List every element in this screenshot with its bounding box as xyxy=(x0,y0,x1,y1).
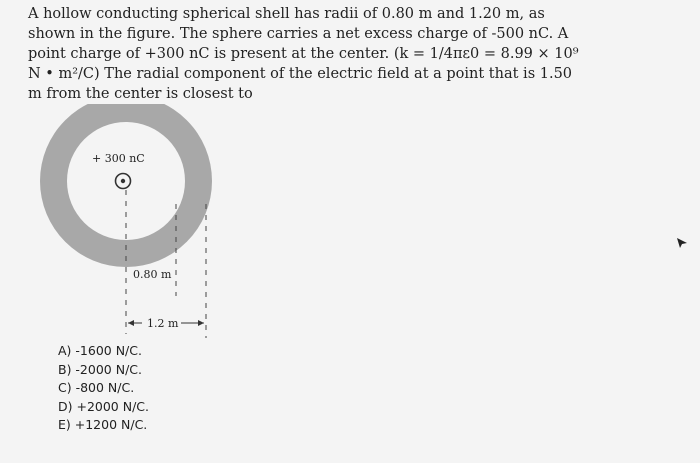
shell-figure xyxy=(40,104,240,358)
mouse-cursor-icon xyxy=(675,235,689,254)
choice-a[interactable]: A) -1600 N/C. xyxy=(58,343,142,358)
inner-radius-label: 0.80 m xyxy=(133,268,172,281)
outer-radius-label: 1.2 m xyxy=(147,317,179,330)
choice-c[interactable]: C) -800 N/C. xyxy=(58,380,135,395)
question-text: A hollow conducting spherical shell has radii of 0.80 m and 1.20 m, as shown in the figure. The sphere carries a net excess charge of -500 nC. A point charge of +300 nC is present at the center. (k = 1/4πε0 = 8.99 × 10⁹ N • m²/C) The radial component of the electric field at a point that is 1.50 m from the center is closest to xyxy=(28,6,579,102)
choice-d[interactable]: D) +2000 N/C. xyxy=(58,398,149,414)
choice-b[interactable]: B) -2000 N/C. xyxy=(58,361,142,377)
inner-cavity xyxy=(67,122,185,240)
answer-choices xyxy=(58,342,149,435)
charge-label: + 300 nC xyxy=(92,152,145,165)
choice-e[interactable]: E) +1200 N/C. xyxy=(58,417,148,432)
